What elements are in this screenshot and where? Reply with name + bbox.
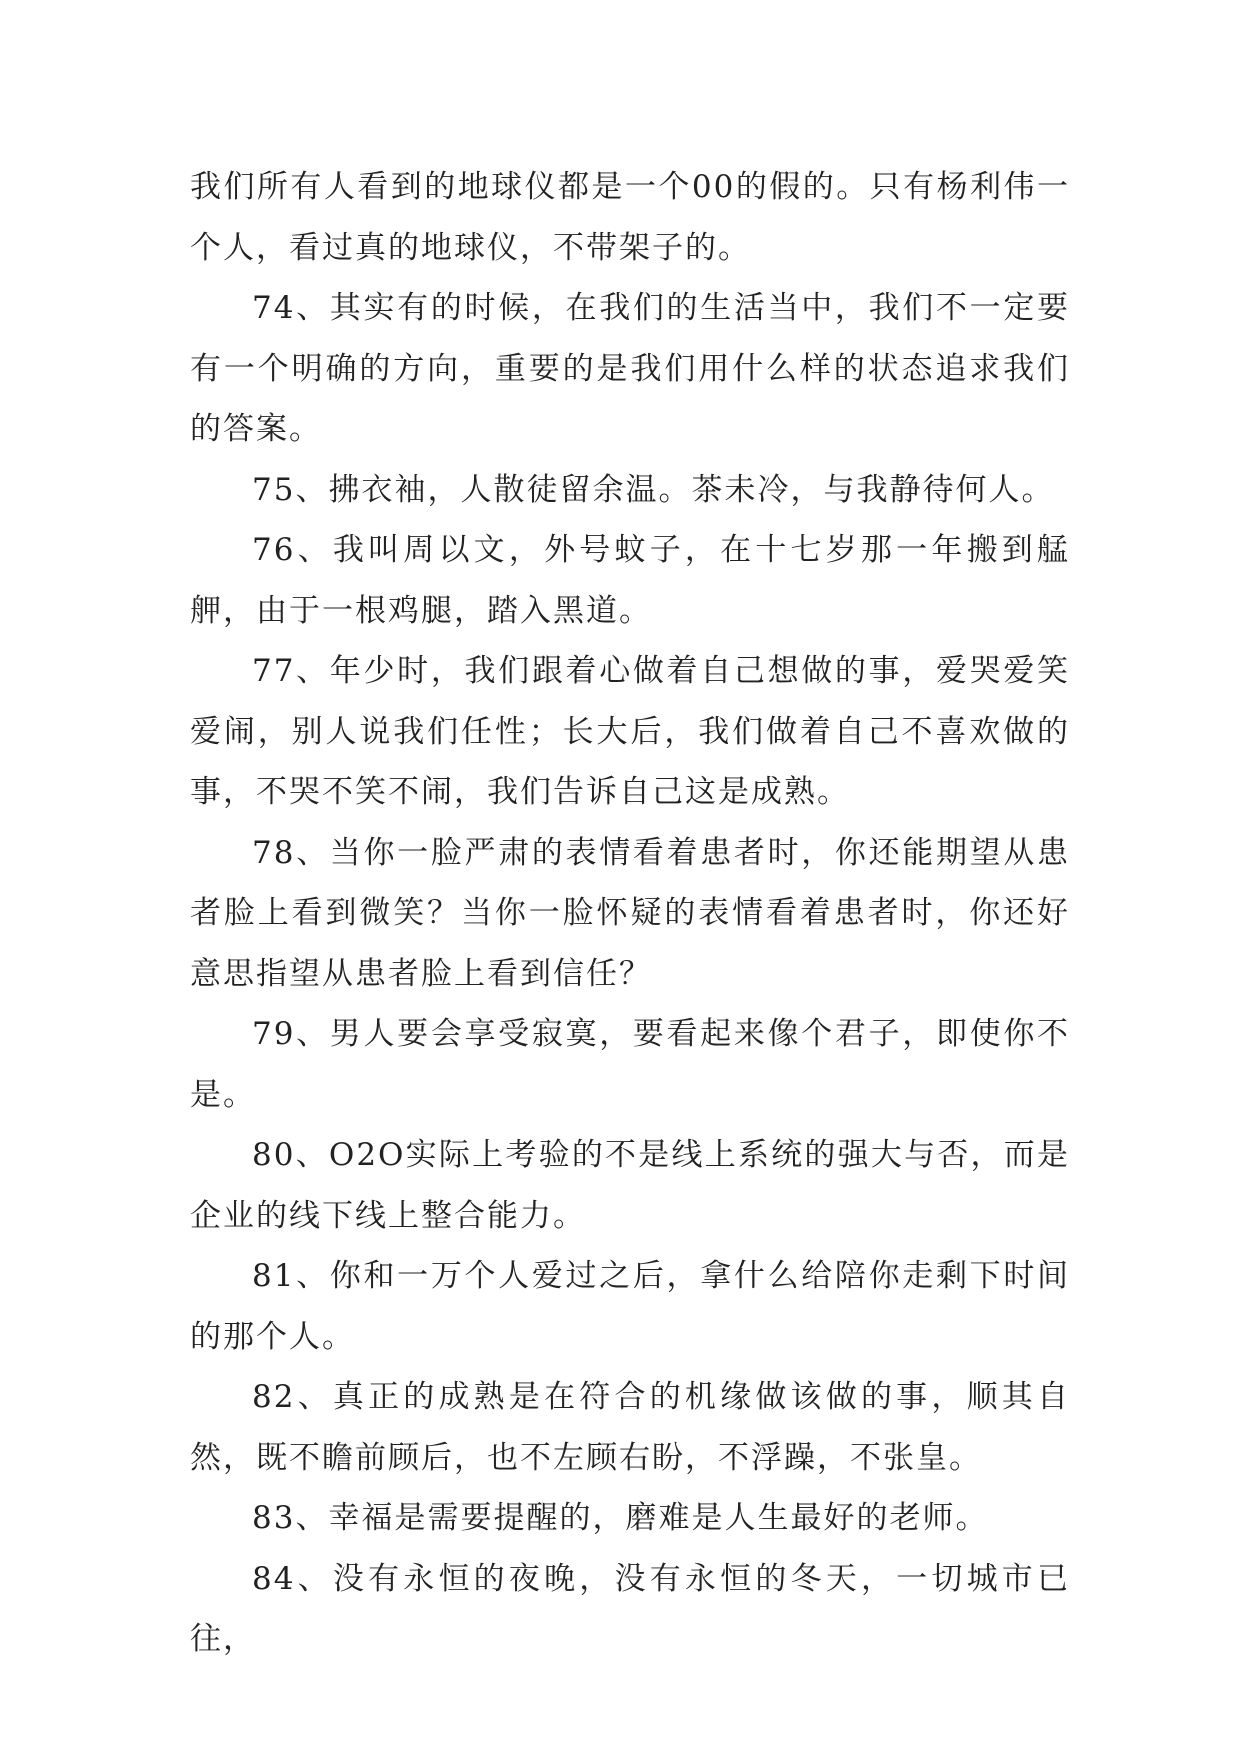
paragraph-79: 79、男人要会享受寂寞，要看起来像个君子，即使你不是。 (190, 1016, 1070, 1113)
paragraph-continuation: 我们所有人看到的地球仪都是一个00的假的。只有杨利伟一个人，看过真的地球仪，不带架子的。 (190, 169, 1070, 266)
paragraph-78: 78、当你一脸严肃的表情看着患者时，你还能期望从患者脸上看到微笑？当你一脸怀疑的表情看着患者时，你还好意思指望从患者脸上看到信任？ (190, 834, 1070, 992)
paragraph-82: 82、真正的成熟是在符合的机缘做该做的事，顺其自然，既不瞻前顾后，也不左顾右盼，不浮躁，不张皇。 (190, 1379, 1070, 1476)
document-body (190, 157, 1070, 1670)
paragraph-81: 81、你和一万个人爱过之后，拿什么给陪你走剩下时间的那个人。 (190, 1258, 1070, 1355)
paragraph-76: 76、我叫周以文，外号蚊子，在十七岁那一年搬到艋舺，由于一根鸡腿，踏入黑道。 (190, 532, 1070, 629)
paragraph-77: 77、年少时，我们跟着心做着自己想做的事，爱哭爱笑爱闹，别人说我们任性；长大后，我们做着自己不喜欢做的事，不哭不笑不闹，我们告诉自己这是成熟。 (190, 653, 1070, 810)
paragraph-75: 75、拂衣袖，人散徒留余温。茶未冷，与我静待何人。 (252, 471, 1055, 508)
paragraph-80: 80、O2O实际上考验的不是线上系统的强大与否，而是企业的线下线上整合能力。 (190, 1137, 1070, 1234)
paragraph-74: 74、其实有的时候，在我们的生活当中，我们不一定要有一个明确的方向，重要的是我们用什么样的状态追求我们的答案。 (190, 290, 1070, 447)
paragraph-84: 84、没有永恒的夜晚，没有永恒的冬天，一切城市已往， (190, 1560, 1070, 1657)
paragraph-83: 83、幸福是需要提醒的，磨难是人生最好的老师。 (252, 1500, 989, 1536)
